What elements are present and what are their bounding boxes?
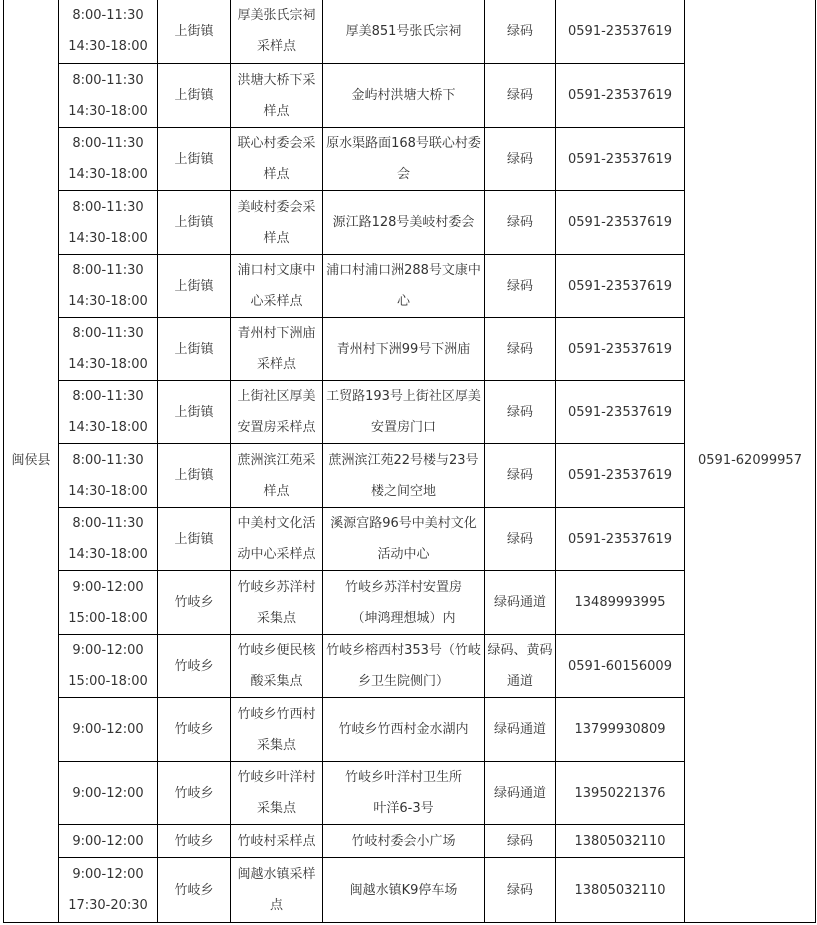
code-cell [485,858,556,923]
table-row [4,0,816,64]
code-cell [485,762,556,825]
time-cell [59,698,158,762]
cell-line: 竹岐乡便民核 [237,643,316,658]
code-cell [485,128,556,191]
cell-line: 叶洋6-3号 [373,801,434,816]
cell-line: 9:00-12:00 [72,579,144,595]
time-cell [59,318,158,381]
cell-line: 美岐村委会采 [237,199,316,215]
phone-cell: 0591-23537619 [556,318,685,381]
cell-line: 蔗洲滨江苑22号楼与23号 [328,452,479,468]
site-cell [231,191,323,255]
site-cell [231,858,323,923]
site-cell [231,318,323,381]
time-cell [59,635,158,698]
cell-line: 样点 [263,483,290,499]
time-cell [59,825,158,858]
site-cell [231,381,323,444]
site-cell [231,0,323,64]
time-cell [59,191,158,255]
cell-line: 酸采集点 [250,674,303,689]
cell-line: 8:00-11:30 [72,326,144,341]
cell-line: 青州村下洲99号下洲庙 [336,341,471,357]
cell-line: 竹岐乡榕西村353号（竹岐 [326,643,481,658]
address-cell [323,318,485,381]
address-cell [323,571,485,635]
address-cell [323,858,485,923]
cell-line: 通道 [506,674,533,689]
cell-line: 乡卫生院侧门） [357,674,449,689]
cell-line: 原水渠路面168号联心村委 [326,136,481,151]
cell-line: 活动中心 [377,547,430,562]
cell-line: 14:30-18:00 [68,294,148,309]
cell-line: 点 [269,898,283,913]
cell-line: 金屿村洪塘大桥下 [351,88,456,103]
town-cell: 竹岐乡 [158,635,231,698]
cell-line: 绿码 [506,278,533,294]
cell-line: 厚美张氏宗祠 [237,8,316,23]
cell-line: 绿码 [506,215,533,230]
town-cell: 上街镇 [158,191,231,255]
phone-cell: 0591-23537619 [556,444,685,508]
cell-line: 联心村委会采 [237,136,316,151]
site-cell [231,128,323,191]
time-cell [59,762,158,825]
cell-line: 绿码通道 [493,722,546,737]
cell-line: 绿码 [506,88,533,103]
cell-line: 竹岐乡苏洋村 [237,579,316,595]
time-cell [59,0,158,64]
site-cell [231,255,323,318]
site-cell [231,825,323,858]
cell-line: 动中心采样点 [237,547,316,562]
cell-line: 样点 [263,230,290,246]
town-cell: 上街镇 [158,381,231,444]
phone-cell: 0591-23537619 [556,508,685,571]
cell-line: 浦口村文康中 [237,263,316,278]
phone-cell: 13489993995 [556,571,685,635]
cell-line: 9:00-12:00 [72,722,144,737]
cell-line: 采样点 [256,39,296,54]
cell-line: 楼之间空地 [370,483,436,499]
cell-line: 心 [396,294,410,309]
cell-line: 中美村文化活 [237,516,316,531]
cell-line: 14:30-18:00 [68,167,148,182]
testing-sites-table [3,0,816,923]
phone-cell: 0591-23537619 [556,64,685,128]
code-cell [485,635,556,698]
cell-line: 绿码 [506,23,533,39]
address-cell [323,762,485,825]
cell-line: 竹岐乡竹西村金水湖内 [338,722,469,737]
time-cell [59,444,158,508]
cell-line: 浦口村浦口洲288号文康中 [326,263,481,278]
time-cell [59,255,158,318]
cell-line: 14:30-18:00 [68,230,148,246]
time-cell [59,128,158,191]
town-cell: 上街镇 [158,444,231,508]
time-cell [59,571,158,635]
cell-line: 14:30-18:00 [68,39,148,54]
time-cell [59,508,158,571]
town-cell: 上街镇 [158,128,231,191]
cell-line: 会 [396,167,410,182]
cell-line: 14:30-18:00 [68,420,148,435]
site-cell [231,444,323,508]
cell-line: 上街社区厚美 [237,389,316,404]
cell-line: 15:00-18:00 [68,674,148,689]
phone-cell: 13950221376 [556,762,685,825]
cell-line: 竹岐乡叶洋村卫生所 [344,770,462,785]
cell-line: 8:00-11:30 [72,8,144,23]
town-cell: 上街镇 [158,255,231,318]
phone-cell: 0591-23537619 [556,255,685,318]
code-cell [485,191,556,255]
cell-line: 采样点 [256,357,296,372]
cell-line: 采集点 [256,737,296,753]
cell-line: 绿码通道 [493,785,546,801]
code-cell [485,64,556,128]
town-cell: 竹岐乡 [158,858,231,923]
cell-line: 厚美851号张氏宗祠 [345,23,462,39]
address-cell [323,0,485,64]
site-cell [231,762,323,825]
cell-line: 绿码 [506,468,533,483]
cell-line: 安置房采样点 [237,420,316,435]
cell-line: 绿码、黄码 [487,643,553,658]
cell-line: 8:00-11:30 [72,72,144,88]
cell-line: 8:00-11:30 [72,389,144,404]
cell-line: 洪塘大桥下采 [237,72,316,88]
cell-line: 采集点 [256,801,296,816]
address-cell [323,381,485,444]
cell-line: 9:00-12:00 [72,785,144,801]
cell-line: 溪源宫路96号中美村文化 [330,516,477,531]
phone-cell: 13799930809 [556,698,685,762]
phone-cell: 0591-23537619 [556,191,685,255]
code-cell [485,825,556,858]
time-cell [59,858,158,923]
cell-line: 样点 [263,103,290,119]
time-cell [59,64,158,128]
town-cell: 上街镇 [158,508,231,571]
code-cell [485,0,556,64]
site-cell [231,508,323,571]
town-cell: 竹岐乡 [158,698,231,762]
address-cell [323,191,485,255]
site-cell [231,635,323,698]
code-cell [485,255,556,318]
town-cell: 上街镇 [158,318,231,381]
cell-line: 14:30-18:00 [68,483,148,499]
cell-line: 采集点 [256,610,296,626]
cell-line: （坤鸿理想城）内 [351,610,456,626]
cell-line: 竹岐村委会小广场 [351,833,456,849]
cell-line: 14:30-18:00 [68,103,148,119]
cell-line: 绿码 [506,531,533,547]
phone-cell: 0591-23537619 [556,381,685,444]
code-cell [485,571,556,635]
cell-line: 工贸路193号上街社区厚美 [326,389,481,404]
cell-line: 闽越水镇K9停车场 [349,882,458,898]
cell-line: 9:00-12:00 [72,833,144,849]
county-cell: 闽侯县 [4,0,59,923]
county-phone-cell: 0591-62099957 [685,0,816,923]
code-cell [485,508,556,571]
address-cell [323,698,485,762]
address-cell [323,444,485,508]
cell-line: 绿码通道 [493,595,546,610]
cell-line: 竹岐乡叶洋村 [237,770,316,785]
cell-line: 青州村下洲庙 [237,326,316,341]
cell-line: 15:00-18:00 [68,610,148,626]
cell-line: 竹岐乡苏洋村安置房 [344,579,462,595]
cell-line: 8:00-11:30 [72,452,144,468]
town-cell: 竹岐乡 [158,825,231,858]
cell-line: 8:00-11:30 [72,516,144,531]
cell-line: 9:00-12:00 [72,867,144,882]
phone-cell: 0591-23537619 [556,128,685,191]
cell-line: 源江路128号美岐村委会 [332,215,475,230]
cell-line: 绿码 [506,882,533,898]
cell-line: 17:30-20:30 [68,898,148,913]
town-cell: 上街镇 [158,64,231,128]
cell-line: 绿码 [506,341,533,357]
address-cell [323,508,485,571]
code-cell [485,444,556,508]
code-cell [485,698,556,762]
cell-line: 闽越水镇采样 [237,867,316,882]
cell-line: 绿码 [506,404,533,420]
code-cell [485,318,556,381]
cell-line: 8:00-11:30 [72,136,144,151]
cell-line: 心采样点 [250,294,303,309]
cell-line: 14:30-18:00 [68,547,148,562]
phone-cell: 0591-60156009 [556,635,685,698]
cell-line: 9:00-12:00 [72,643,144,658]
site-cell [231,698,323,762]
cell-line: 14:30-18:00 [68,357,148,372]
address-cell [323,635,485,698]
cell-line: 8:00-11:30 [72,199,144,215]
phone-cell: 13805032110 [556,858,685,923]
cell-line: 绿码 [506,151,533,167]
cell-line: 8:00-11:30 [72,263,144,278]
address-cell [323,64,485,128]
cell-line: 绿码 [506,833,533,849]
site-cell [231,571,323,635]
cell-line: 蔗洲滨江苑采 [237,452,316,468]
code-cell [485,381,556,444]
table-body [4,0,816,923]
address-cell [323,255,485,318]
address-cell [323,825,485,858]
cell-line: 样点 [263,167,290,182]
town-cell: 竹岐乡 [158,571,231,635]
cell-line: 安置房门口 [370,420,436,435]
time-cell [59,381,158,444]
cell-line: 竹岐乡竹西村 [237,706,316,722]
cell-line: 竹岐村采样点 [237,833,316,849]
phone-cell: 13805032110 [556,825,685,858]
address-cell [323,128,485,191]
phone-cell: 0591-23537619 [556,0,685,64]
town-cell: 竹岐乡 [158,762,231,825]
town-cell: 上街镇 [158,0,231,64]
site-cell [231,64,323,128]
